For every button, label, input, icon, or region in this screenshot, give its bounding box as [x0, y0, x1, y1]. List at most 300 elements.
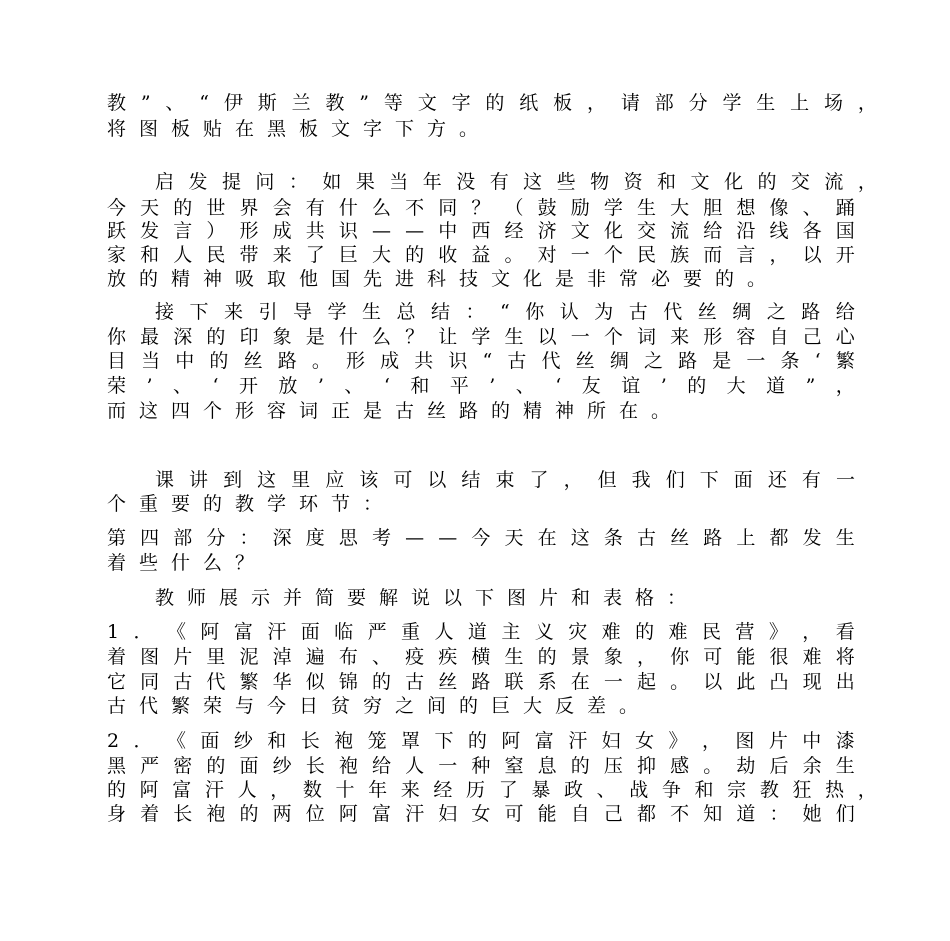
line-char: 道: [766, 375, 786, 397]
line-char: 提: [221, 171, 241, 193]
line-char: 后: [769, 755, 789, 777]
line-char: 分: [688, 92, 708, 114]
line-char: 长: [173, 803, 193, 825]
line-char: 给: [372, 755, 392, 777]
line-char: 路: [678, 350, 698, 372]
line-char: ，: [587, 92, 607, 114]
line-char: 。: [703, 755, 723, 777]
text-line: [107, 551, 267, 575]
line-char: 场: [824, 92, 844, 114]
line-char: 交: [790, 171, 810, 193]
line-char: 教: [759, 779, 779, 801]
line-char: 你: [670, 646, 690, 668]
line-char: 两: [272, 803, 292, 825]
line-char: 族: [670, 244, 690, 266]
line-char: 生: [756, 92, 776, 114]
text-line: [107, 267, 779, 291]
line-char: 自: [769, 326, 789, 348]
text-line: [107, 526, 855, 550]
line-char: 丝: [243, 350, 263, 372]
line-char: 主: [501, 621, 521, 643]
line-char: 来: [400, 779, 420, 801]
text-line: [155, 468, 855, 492]
line-char: ，: [270, 779, 290, 801]
line-char: 漆: [835, 730, 855, 752]
line-char: 在: [570, 671, 590, 693]
line-char: 、: [372, 646, 392, 668]
line-char: 着: [107, 646, 127, 668]
line-char: 古: [628, 301, 648, 323]
line-char: 发: [802, 527, 822, 549]
line-char: 》: [768, 621, 788, 643]
line-char: 形: [345, 350, 365, 372]
line-char: 似: [305, 671, 325, 693]
line-char: 来: [670, 326, 690, 348]
line-char: 此: [736, 671, 756, 693]
line-char: 生: [835, 527, 855, 549]
line-char: 经: [433, 779, 453, 801]
line-char: 荣: [107, 375, 127, 397]
line-char: 它: [107, 671, 127, 693]
line-char: ‘: [814, 350, 821, 372]
line-char: 考: [372, 527, 392, 549]
text-line: [107, 349, 855, 373]
text-line: [107, 325, 855, 349]
line-char: 伊: [223, 92, 243, 114]
line-char: 资: [623, 171, 643, 193]
line-char: 着: [140, 803, 160, 825]
line-char: 现: [802, 671, 822, 693]
line-char: 结: [431, 301, 451, 323]
line-char: 袍: [334, 730, 354, 752]
line-char: 景: [570, 646, 590, 668]
line-char: 华: [272, 671, 292, 693]
line-char: 容: [736, 326, 756, 348]
line-char: 《: [166, 621, 186, 643]
line-char: 一: [570, 326, 590, 348]
line-char: 问: [255, 171, 275, 193]
line-char: 窒: [504, 755, 524, 777]
line-char: 的: [570, 755, 590, 777]
line-char: 以: [427, 469, 447, 491]
line-char: 女: [471, 803, 491, 825]
line-char: 很: [769, 646, 789, 668]
line-char: “: [199, 92, 209, 114]
line-char: 道: [467, 621, 487, 643]
line-char: 长: [305, 755, 325, 777]
line-char: 共: [305, 220, 325, 242]
line-char: 学: [603, 197, 623, 219]
line-char: 束: [495, 469, 515, 491]
line-char: 该: [359, 469, 379, 491]
text-line: [107, 374, 855, 398]
line-char: 生: [362, 301, 382, 323]
line-char: 在: [537, 527, 557, 549]
line-char: 我: [631, 469, 651, 491]
line-char: 路: [703, 527, 723, 549]
line-char: 汗: [405, 803, 425, 825]
line-char: 下: [434, 730, 454, 752]
line-char: 谊: [621, 375, 641, 397]
line-char: 、: [802, 197, 822, 219]
line-char: 的: [467, 730, 487, 752]
line-char: 严: [140, 755, 160, 777]
line-char: ，: [701, 730, 721, 752]
line-char: 最: [140, 326, 160, 348]
line-char: 以: [703, 671, 723, 693]
line-char: 一: [570, 244, 590, 266]
line-char: 繁: [835, 350, 855, 372]
line-char: 。: [670, 671, 690, 693]
line-char: 启: [155, 171, 175, 193]
line-char: 励: [570, 197, 590, 219]
line-char: 是: [712, 350, 732, 372]
line-char: 像: [769, 197, 789, 219]
line-char: 形: [703, 326, 723, 348]
line-char: 纸: [519, 92, 539, 114]
line-char: 上: [736, 527, 756, 549]
text-line: [107, 492, 395, 516]
line-char: 流: [824, 171, 844, 193]
line-char: ：: [288, 171, 308, 193]
line-char: 课: [155, 469, 175, 491]
line-char: 繁: [239, 671, 259, 693]
text-line: [107, 620, 855, 644]
line-char: 共: [414, 350, 434, 372]
line-char: 还: [767, 469, 787, 491]
line-char: 灾: [568, 621, 588, 643]
line-char: 的: [405, 244, 425, 266]
line-char: 路: [277, 350, 297, 372]
line-char: 代: [663, 301, 683, 323]
line-char: 人: [434, 621, 454, 643]
line-char: 各: [802, 220, 822, 242]
text-line: [107, 670, 855, 694]
line-char: ‘: [383, 375, 390, 397]
text-line: [107, 243, 855, 267]
line-char: 化: [723, 171, 743, 193]
line-char: 了: [529, 469, 549, 491]
line-char: 一: [746, 350, 766, 372]
line-char: 生: [504, 646, 524, 668]
text-line: [155, 300, 855, 324]
line-char: 绸: [732, 301, 752, 323]
line-char: 面: [733, 469, 753, 491]
line-char: 片: [768, 730, 788, 752]
text-line: [107, 645, 855, 669]
line-char: 义: [534, 621, 554, 643]
line-char: 民: [206, 244, 226, 266]
line-char: 的: [757, 171, 777, 193]
line-char: 这: [570, 527, 590, 549]
line-char: 将: [835, 646, 855, 668]
line-char: 你: [107, 326, 127, 348]
line-char: 凸: [769, 671, 789, 693]
line-char: ‘: [212, 375, 219, 397]
line-char: 不: [670, 803, 690, 825]
text-line: [107, 117, 491, 141]
line-char: 一: [438, 755, 458, 777]
text-line: [107, 694, 651, 718]
line-char: 大: [726, 375, 746, 397]
line-char: 布: [338, 646, 358, 668]
line-char: 识: [338, 220, 358, 242]
line-char: 为: [594, 301, 614, 323]
line-char: 果: [355, 171, 375, 193]
line-char: 的: [206, 326, 226, 348]
line-char: 讲: [189, 469, 209, 491]
line-char: 一: [603, 671, 623, 693]
line-char: ”: [359, 92, 369, 114]
line-char: ．: [133, 621, 153, 643]
line-char: 的: [206, 755, 226, 777]
line-char: 淖: [272, 646, 292, 668]
line-char: 能: [537, 803, 557, 825]
line-char: 富: [534, 730, 554, 752]
text-line: [155, 586, 699, 610]
line-char: 当: [389, 171, 409, 193]
line-char: 己: [603, 803, 623, 825]
line-char: 深: [272, 527, 292, 549]
line-char: 阿: [200, 621, 220, 643]
line-char: ，: [563, 469, 583, 491]
line-char: 什: [338, 197, 358, 219]
line-char: 富: [372, 803, 392, 825]
line-char: 兰: [291, 92, 311, 114]
line-char: 什: [338, 326, 358, 348]
line-char: 年: [368, 779, 388, 801]
line-char: 生: [835, 755, 855, 777]
line-char: 黑: [107, 755, 127, 777]
line-char: 政: [563, 779, 583, 801]
line-char: 难: [802, 646, 822, 668]
line-char: 流: [670, 220, 690, 242]
line-char: 、: [344, 375, 364, 397]
line-char: 》: [668, 730, 688, 752]
line-char: 下: [699, 469, 719, 491]
line-char: 这: [257, 469, 277, 491]
line-char: 分: [206, 527, 226, 549]
line-char: 丝: [575, 350, 595, 372]
line-char: 的: [635, 621, 655, 643]
line-char: 人: [237, 779, 257, 801]
line-char: 学: [722, 92, 742, 114]
line-char: 踊: [835, 197, 855, 219]
line-char: ’: [660, 375, 667, 397]
line-char: 汗: [267, 621, 287, 643]
line-char: 到: [223, 469, 243, 491]
line-char: 的: [485, 92, 505, 114]
line-char: 阿: [501, 730, 521, 752]
line-char: 部: [654, 92, 674, 114]
line-char: 物: [590, 171, 610, 193]
line-char: 和: [410, 375, 430, 397]
line-char: 笼: [367, 730, 387, 752]
line-char: 数: [302, 779, 322, 801]
line-char: 图: [735, 730, 755, 752]
line-char: 纱: [272, 755, 292, 777]
line-char: 个: [603, 244, 623, 266]
line-char: 的: [107, 779, 127, 801]
text-line: [107, 778, 877, 802]
text-line: [107, 219, 855, 243]
line-char: 生: [504, 326, 524, 348]
line-char: 心: [835, 326, 855, 348]
line-char: 都: [769, 527, 789, 549]
line-char: 种: [471, 755, 491, 777]
line-char: 看: [835, 621, 855, 643]
line-char: 片: [173, 646, 193, 668]
line-char: 和: [140, 244, 160, 266]
line-char: 宗: [727, 779, 747, 801]
line-char: 十: [335, 779, 355, 801]
line-char: 人: [405, 755, 425, 777]
line-char: 认: [559, 301, 579, 323]
line-char: 路: [471, 671, 491, 693]
line-char: 导: [293, 301, 313, 323]
line-char: 能: [736, 646, 756, 668]
line-char: 古: [405, 671, 425, 693]
line-char: 天: [504, 527, 524, 549]
line-char: 文: [417, 92, 437, 114]
line-char: 度: [305, 527, 325, 549]
line-char: 学: [471, 326, 491, 348]
line-char: 的: [687, 375, 707, 397]
line-char: 友: [581, 375, 601, 397]
line-char: 出: [835, 671, 855, 693]
line-char: 象: [272, 326, 292, 348]
line-char: 下: [189, 301, 209, 323]
line-char: 应: [325, 469, 345, 491]
line-char: 板: [553, 92, 573, 114]
line-char: ．: [133, 730, 153, 752]
line-char: 一: [835, 469, 855, 491]
line-char: 发: [140, 220, 160, 242]
line-char: 识: [448, 350, 468, 372]
line-char: 1: [107, 621, 120, 643]
line-char: 古: [507, 350, 527, 372]
line-char: 图: [140, 646, 160, 668]
line-char: ，: [857, 171, 877, 193]
line-char: 而: [703, 244, 723, 266]
line-text: 个重要的教学环节：: [107, 493, 396, 515]
line-char: 之: [766, 301, 786, 323]
line-text: 古代繁荣与今日贫穷之间的巨大反差。: [107, 695, 652, 717]
line-char: 。: [311, 350, 331, 372]
line-char: 、: [165, 92, 185, 114]
line-char: 发: [188, 171, 208, 193]
line-char: 绸: [609, 350, 629, 372]
text-line: [155, 170, 877, 194]
line-char: “: [482, 350, 493, 372]
line-char: 、: [515, 375, 535, 397]
line-char: 和: [694, 779, 714, 801]
line-char: 汗: [204, 779, 224, 801]
line-char: 文: [570, 220, 590, 242]
line-char: 么: [372, 197, 392, 219]
line-char: 形: [239, 220, 259, 242]
line-char: 遍: [305, 646, 325, 668]
line-char: 文: [690, 171, 710, 193]
line-char: 个: [603, 326, 623, 348]
line-char: 战: [629, 779, 649, 801]
line-char: 今: [107, 197, 127, 219]
line-char: 对: [537, 244, 557, 266]
line-char: 沿: [736, 220, 756, 242]
line-char: 不: [405, 197, 425, 219]
line-char: 条: [603, 527, 623, 549]
line-char: 的: [173, 197, 193, 219]
line-char: 重: [401, 621, 421, 643]
line-char: ，: [802, 621, 822, 643]
line-char: 道: [736, 803, 756, 825]
line-char: 斯: [257, 92, 277, 114]
line-char: 放: [278, 375, 298, 397]
line-char: 这: [523, 171, 543, 193]
line-char: ，: [637, 646, 657, 668]
line-char: —: [405, 220, 425, 242]
line-char: 有: [489, 171, 509, 193]
line-char: 界: [239, 197, 259, 219]
line-char: 丝: [438, 671, 458, 693]
line-char: 中: [175, 350, 195, 372]
line-char: 接: [155, 301, 175, 323]
line-char: 有: [305, 197, 325, 219]
line-char: 交: [636, 220, 656, 242]
line-char: 狂: [792, 779, 812, 801]
line-char: 可: [504, 803, 524, 825]
line-char: （: [504, 197, 524, 219]
line-char: 富: [172, 779, 192, 801]
line-char: 民: [701, 621, 721, 643]
line-char: 都: [637, 803, 657, 825]
line-char: 西: [471, 220, 491, 242]
line-char: 女: [635, 730, 655, 752]
line-char: 古: [636, 527, 656, 549]
line-char: 上: [790, 92, 810, 114]
line-char: 之: [643, 350, 663, 372]
line-char: 同: [438, 197, 458, 219]
line-char: —: [438, 527, 458, 549]
line-char: 教: [325, 92, 345, 114]
line-char: 联: [504, 671, 524, 693]
line-char: 你: [525, 301, 545, 323]
line-char: 给: [835, 301, 855, 323]
line-char: 和: [657, 171, 677, 193]
line-text: 教师展示并简要解说以下图片和表格：: [155, 587, 700, 609]
line-char: 营: [735, 621, 755, 643]
line-char: 如: [322, 171, 342, 193]
line-char: ’: [146, 375, 153, 397]
line-char: 里: [206, 646, 226, 668]
line-char: 带: [239, 244, 259, 266]
line-char: 面: [200, 730, 220, 752]
line-char: 收: [438, 244, 458, 266]
line-char: 引: [258, 301, 278, 323]
line-char: 人: [173, 244, 193, 266]
line-char: 可: [703, 646, 723, 668]
line-char: ，: [769, 244, 789, 266]
line-char: 开: [238, 375, 258, 397]
line-char: 词: [637, 326, 657, 348]
line-char: 妇: [601, 730, 621, 752]
line-char: 大: [372, 244, 392, 266]
line-char: 目: [107, 350, 127, 372]
line-char: —: [405, 527, 425, 549]
line-char: 疾: [438, 646, 458, 668]
line-char: ？: [471, 197, 491, 219]
line-char: 经: [504, 220, 524, 242]
